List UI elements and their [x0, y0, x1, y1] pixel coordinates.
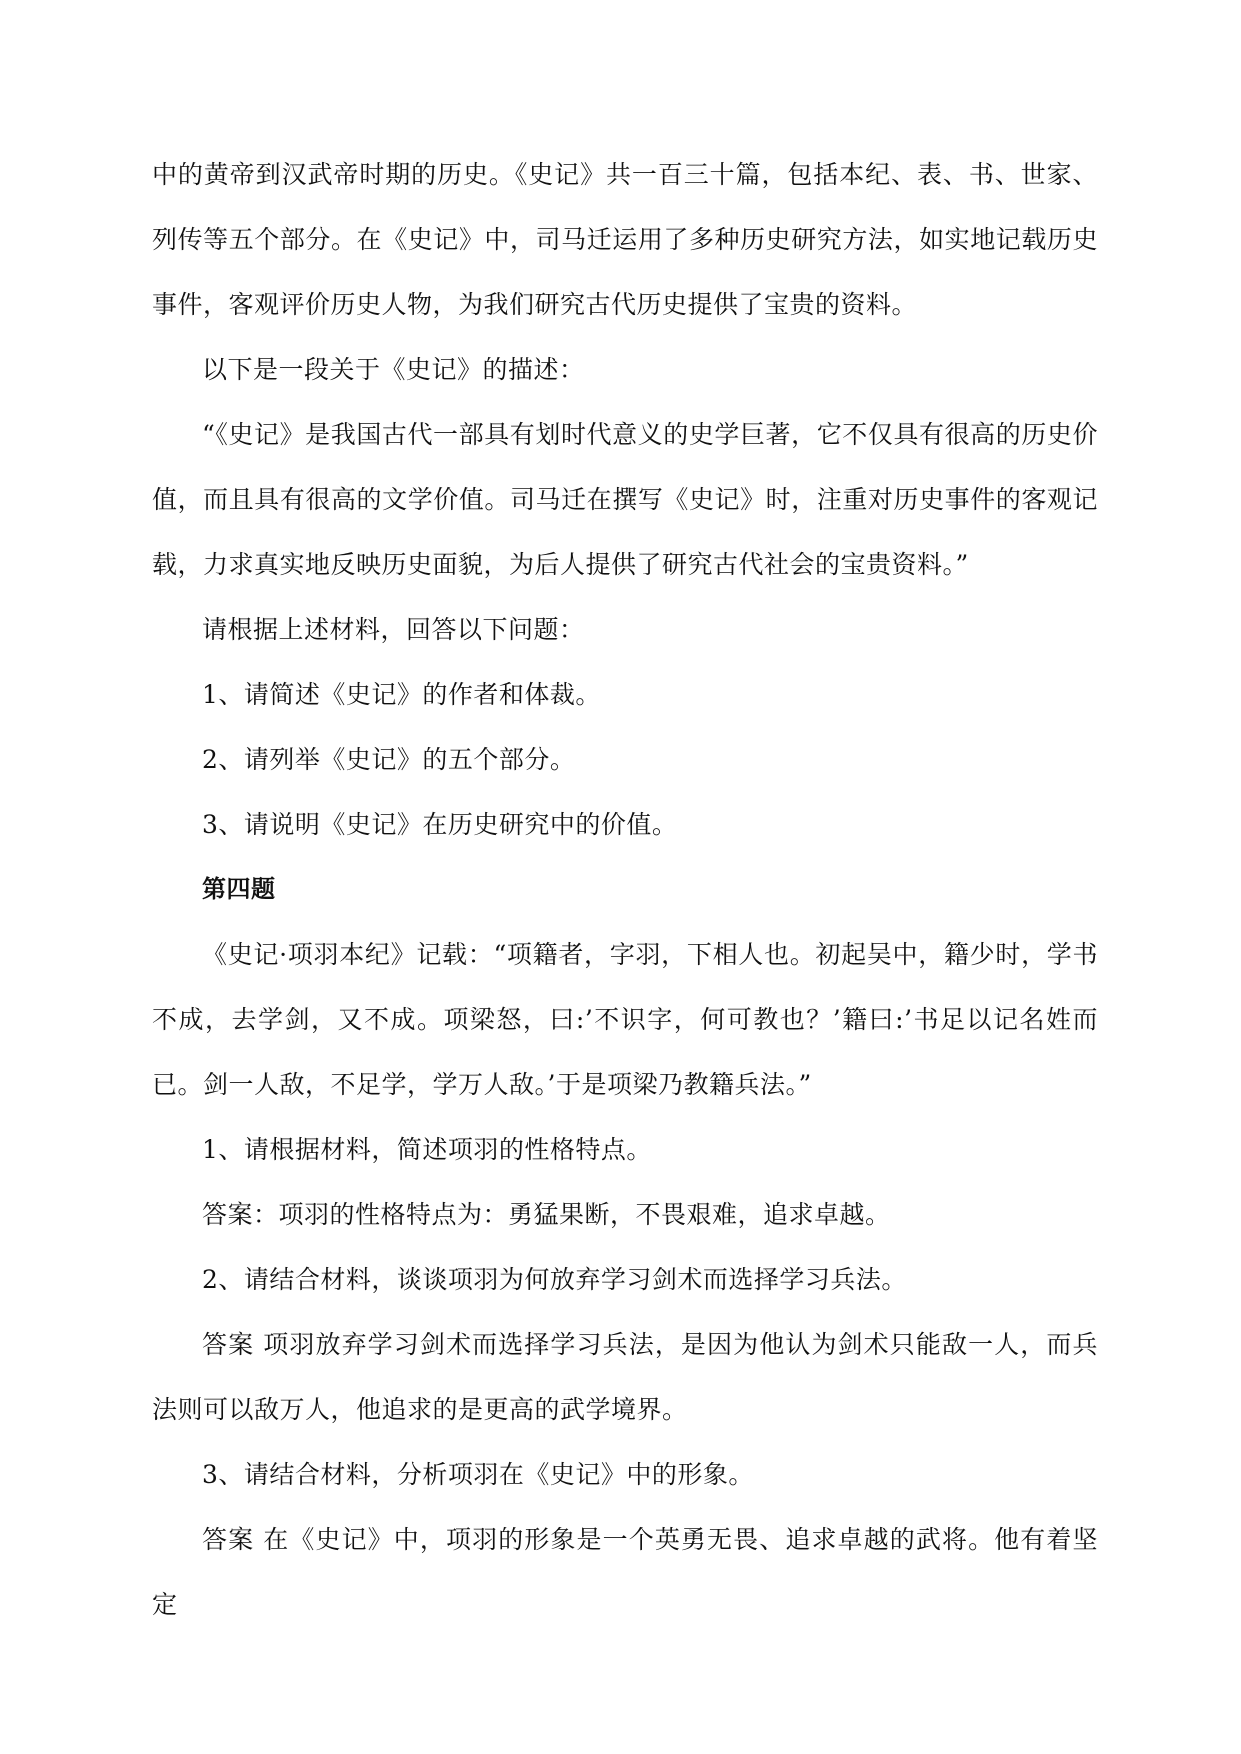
- answer-4-1: 答案：项羽的性格特点为：勇猛果断，不畏艰难，追求卓越。: [202, 1200, 891, 1229]
- section-heading: 第四题: [202, 875, 276, 903]
- paragraph-xiangyu-material: 《史记·项羽本纪》记载：“项籍者，字羽，下相人也。初起吴中，籍少时，学书不成，去学剑，又不成。项梁怒，曰:’不识字，何可教也？’籍曰:’书足以记名姓而已。剑一人敌，不足学，学万人敌。’于是项梁乃教籍兵法。”: [152, 940, 1098, 1099]
- paragraph-quote: “《史记》是我国古代一部具有划时代意义的史学巨著，它不仅具有很高的历史价值，而且具有很高的文学价值。司马迁在撰写《史记》时，注重对历史事件的客观记载，力求真实地反映历史面貌，为后人提供了研究古代社会的宝贵资料。”: [152, 420, 1098, 579]
- paragraph-shiji-intro: 中的黄帝到汉武帝时期的历史。《史记》共一百三十篇，包括本纪、表、书、世家、列传等五个部分。在《史记》中，司马迁运用了多种历史研究方法，如实地记载历史事件，客观评价历史人物，为我们研究古代历史提供了宝贵的资料。: [152, 160, 1098, 319]
- document-body: [152, 142, 1098, 1637]
- paragraph-question-prompt: 请根据上述材料，回答以下问题：: [202, 615, 585, 644]
- paragraph-description-lead: 以下是一段关于《史记》的描述：: [202, 355, 585, 384]
- question-item-1: 1、请简述《史记》的作者和体裁。: [202, 680, 601, 709]
- question-item-3: 3、请说明《史记》在历史研究中的价值。: [202, 810, 678, 839]
- question-4-3: 3、请结合材料，分析项羽在《史记》中的形象。: [202, 1460, 754, 1489]
- answer-4-2: 答案 项羽放弃学习剑术而选择学习兵法，是因为他认为剑术只能敌一人，而兵法则可以敌万人，他追求的是更高的武学境界。: [152, 1330, 1098, 1424]
- question-4-2: 2、请结合材料，谈谈项羽为何放弃学习剑术而选择学习兵法。: [202, 1265, 907, 1294]
- question-item-2: 2、请列举《史记》的五个部分。: [202, 745, 576, 774]
- answer-4-3: 答案 在《史记》中，项羽的形象是一个英勇无畏、追求卓越的武将。他有着坚定: [152, 1525, 1098, 1619]
- question-4-1: 1、请根据材料，简述项羽的性格特点。: [202, 1135, 652, 1164]
